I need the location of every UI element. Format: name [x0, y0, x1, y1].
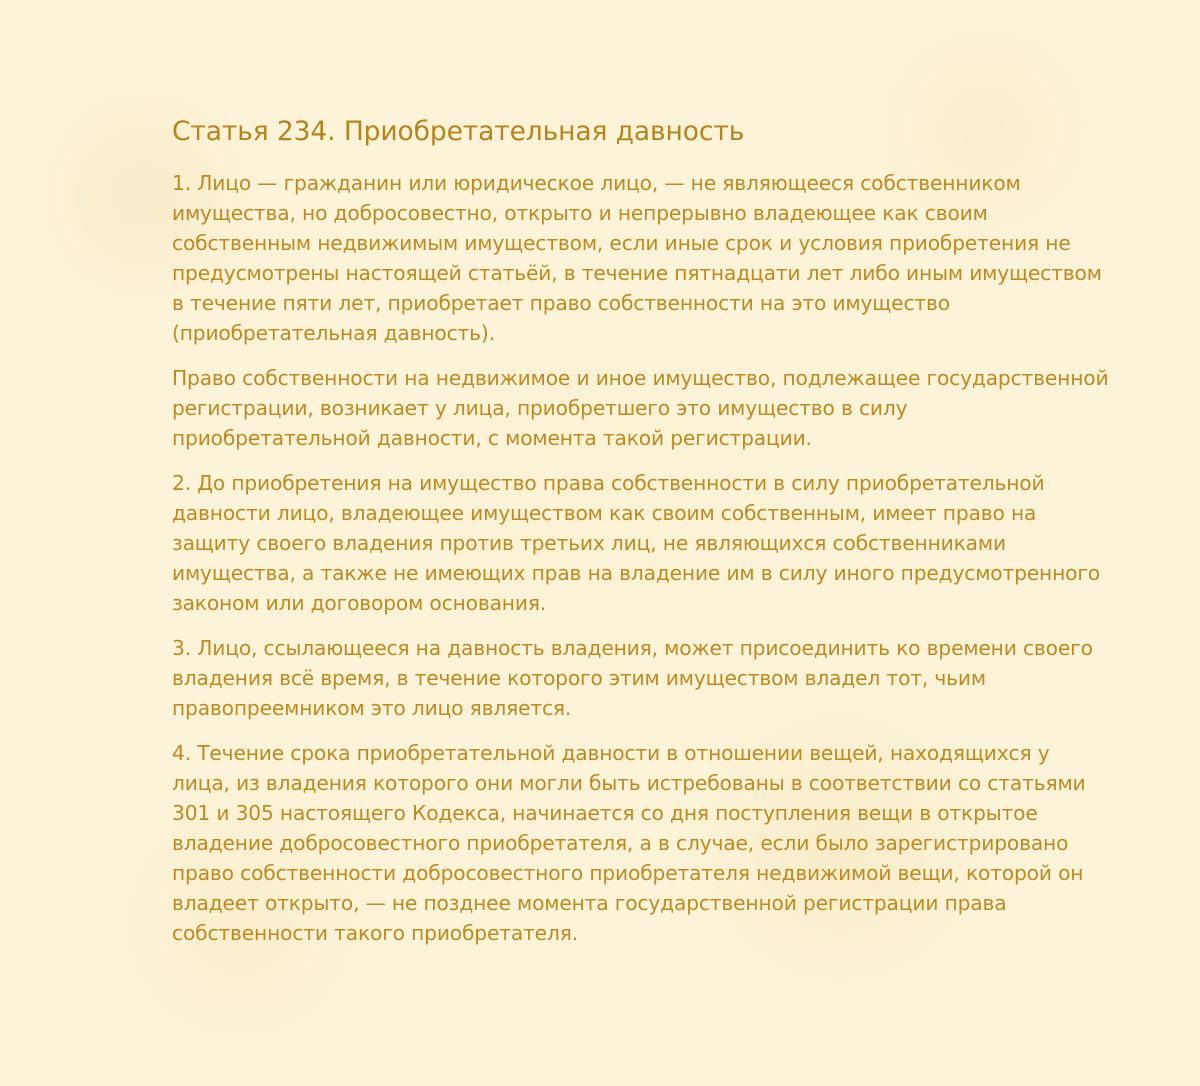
- article-paragraph-4: 4. Течение срока приобретательной давности в отношении вещей, находящихся у лица, из владения которого они могли быть истребованы в соответствии со статьями 301 и 305 настоящего Кодекса, начинается со дня поступления вещи в открытое владение добросовестного приобретателя, а в случае, если было зарегистрировано право собственности добросовестного приобретателя недвижимой вещи, которой он владеет открыто, — не позднее момента государственной регистрации права собственности такого приобретателя.: [172, 741, 1086, 945]
- article-page: [172, 112, 1112, 963]
- article-paragraph-2: 2. До приобретения на имущество права собственности в силу приобретательной давности лицо, владеющее имуществом как своим собственным, имеет право на защиту своего владения против третьих лиц, не являющихся собственниками имущества, а также не имеющих прав на владение им в силу иного предусмотренного законом или договором основания.: [172, 471, 1100, 615]
- article-title: Статья 234. Приобретательная давность: [172, 116, 745, 147]
- article-paragraph-3: 3. Лицо, ссылающееся на давность владения, может присоединить ко времени своего владения всё время, в течение которого этим имуществом владел тот, чьим правопреемником это лицо является.: [172, 636, 1093, 720]
- article-paragraph-1-continued: Право собственности на недвижимое и иное имущество, подлежащее государственной регистрации, возникает у лица, приобретшего это имущество в силу приобретательной давности, с момента такой регистрации.: [172, 366, 1109, 450]
- article-paragraph-1: 1. Лицо — гражданин или юридическое лицо, — не являющееся собственником имущества, но добросовестно, открыто и непрерывно владеющее как своим собственным недвижимым имуществом, если иные срок и условия приобретения не предусмотрены настоящей статьёй, в течение пятнадцати лет либо иным имуществом в течение пяти лет, приобретает право собственности на это имущество (приобретательная давность).: [172, 171, 1102, 345]
